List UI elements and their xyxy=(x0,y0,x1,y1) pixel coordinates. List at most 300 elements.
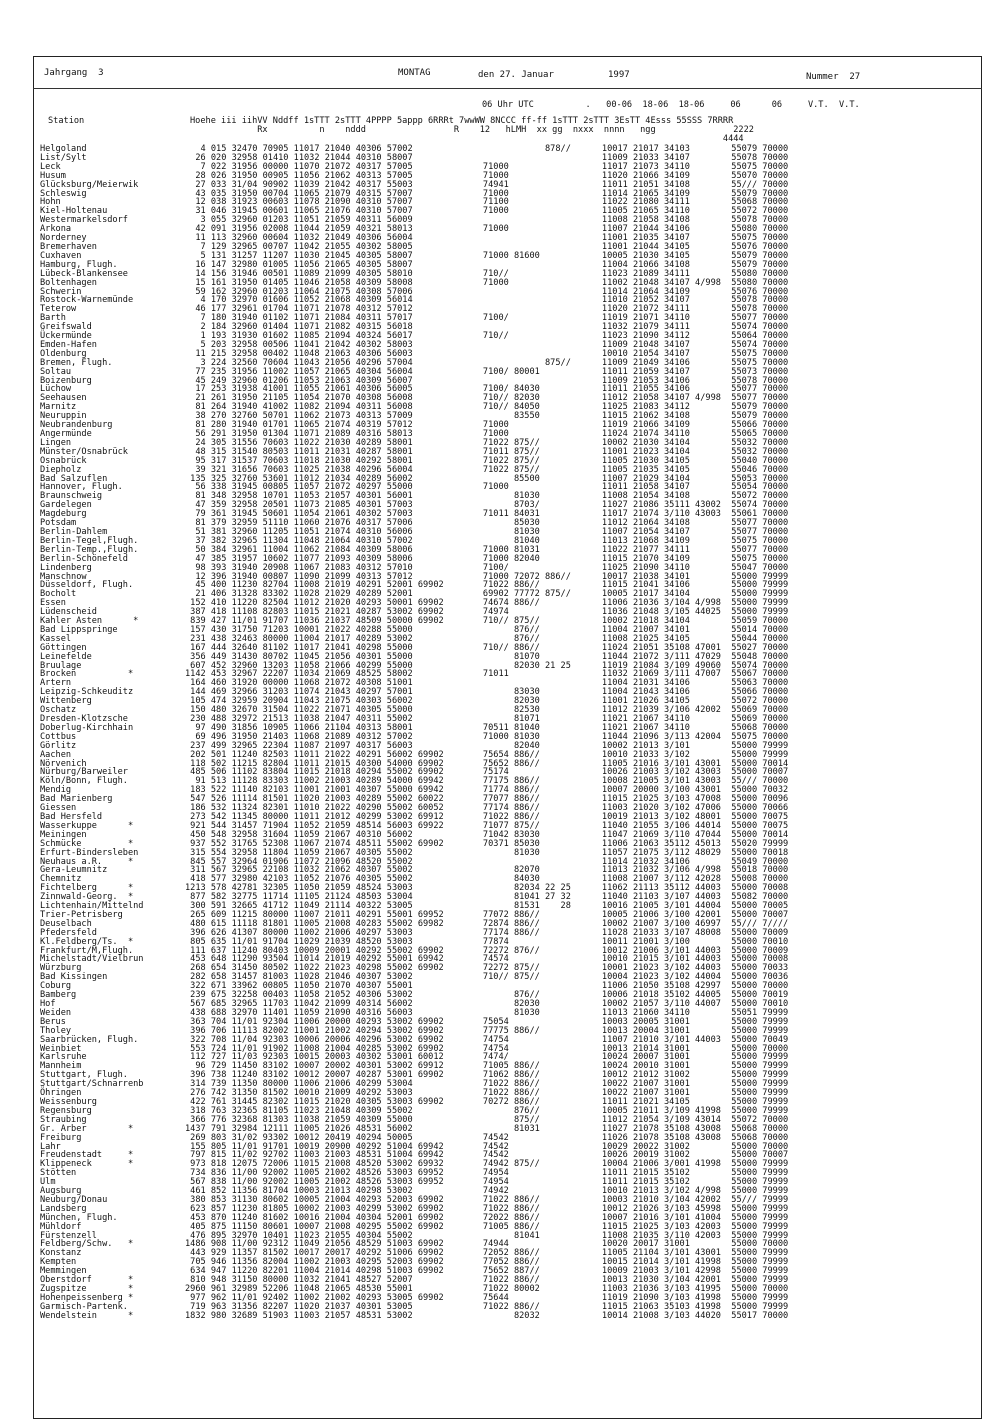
station-name: Bad Hersfeld xyxy=(40,811,103,822)
synop-group-extra: 71022 886// 10012 21026 3/103 45998 55000 79999 xyxy=(446,1203,789,1214)
synop-group-extra: 85030 11012 21064 34108 55077 70000 xyxy=(446,518,789,529)
synop-group-extra: 74542 10029 20022 31002 55000 70000 xyxy=(446,1141,789,1152)
station-name: Fichtelberg * xyxy=(40,883,134,894)
synop-group-extra: 11009 21053 34106 55078 70000 xyxy=(446,375,789,386)
synop-group-main: 239 675 32258 00403 11058 21052 40306 53002 xyxy=(185,990,413,1001)
synop-group-main: 567 685 32965 11703 11042 21099 40314 56002 xyxy=(185,999,413,1009)
synop-group-main: 3 224 32560 70604 11043 21056 40296 57004 xyxy=(185,357,413,368)
synop-group-extra: 74954 11011 21015 35102 55000 79999 xyxy=(446,1177,789,1188)
synop-group-main: 734 836 11/00 92002 11005 21002 48526 53003 69952 xyxy=(185,1168,444,1179)
synop-group-main: 38 270 32760 50701 11062 21073 40313 57009 xyxy=(185,411,413,422)
station-name: München, Flugh. xyxy=(40,1212,118,1223)
synop-group-main: 59 162 32960 01203 11064 21075 40308 57006 xyxy=(185,286,413,297)
synop-group-extra: 77072 886// 10005 21006 3/100 42001 55000 70007 xyxy=(446,909,789,920)
synop-group-main: 7 129 32965 00707 11042 21055 40302 58005 xyxy=(185,241,413,252)
synop-group-main: 95 317 31537 70603 11018 21030 40292 58001 xyxy=(185,455,413,466)
synop-group-extra: 71022 886// 10003 21010 3/104 42002 55/// 79999 xyxy=(446,1194,789,1205)
synop-group-extra: 11014 21032 34106 55049 70000 xyxy=(446,856,789,867)
station-name: Leinefelde xyxy=(40,651,92,662)
synop-group-main: 202 501 11240 82503 11011 21022 40291 56002 69902 xyxy=(185,749,444,760)
synop-group-main: 356 449 31430 80702 11045 21056 40301 55000 xyxy=(185,651,413,662)
synop-group-main: 461 852 11356 81704 10003 21013 40298 53002 xyxy=(185,1186,413,1197)
station-name: Saarbrücken, Flugh. xyxy=(40,1034,139,1045)
station-name: Düsseldorf, Flugh. xyxy=(40,580,134,591)
station-name: Kahler Asten * xyxy=(40,616,139,627)
synop-group-main: 45 249 32960 01206 11053 21063 40309 56007 xyxy=(185,375,413,386)
station-name: Chemnitz xyxy=(40,874,82,885)
synop-group-main: 12 038 31923 00603 11078 21090 40310 57007 xyxy=(185,197,413,208)
synop-group-extra: 81030 11013 21060 34110 55051 79999 xyxy=(446,1007,789,1018)
synop-group-extra: 11004 21031 34106 55063 70000 xyxy=(446,678,789,689)
synop-group-main: 311 567 32965 22108 11032 21062 40307 55002 xyxy=(185,865,413,876)
synop-group-main: 135 325 32760 53601 11012 21034 40289 56002 xyxy=(185,473,413,484)
synop-group-extra: 71000 81030 11044 21096 3/113 42004 55075 70000 xyxy=(446,731,789,742)
synop-group-extra: 74954 11011 21015 35102 55000 79999 xyxy=(446,1168,789,1179)
synop-group-main: 623 857 11230 81805 10002 21003 40299 53002 69902 xyxy=(185,1203,444,1214)
synop-group-extra: 71000 81031 11022 21077 34111 55077 70000 xyxy=(446,544,789,555)
station-name: Kempten xyxy=(40,1257,77,1268)
synop-group-main: 418 577 32980 42103 11052 21076 40305 55002 xyxy=(185,874,413,885)
synop-group-extra: 81040 11013 21068 34109 55075 70000 xyxy=(446,535,789,546)
synop-group-main: 877 582 32775 11714 11105 21124 48503 53004 xyxy=(185,892,413,903)
synop-group-main: 97 490 31856 10905 11066 21104 40313 58001 xyxy=(185,722,413,733)
station-name: Leck xyxy=(40,161,61,172)
synop-group-main: 322 708 11/04 92303 10006 20006 40296 53002 69902 xyxy=(185,1034,444,1045)
synop-group-main: 231 438 32463 80000 11004 21017 40289 53002 xyxy=(185,633,413,644)
synop-group-main: 3 055 32960 01203 11051 21059 40311 56009 xyxy=(185,215,413,226)
station-name: Doberlug-Kirchhain xyxy=(40,722,134,733)
synop-group-extra: 71011 875// 11001 21023 34104 55032 70000 xyxy=(446,446,789,457)
synop-group-extra: 71022 886// 10022 21007 31001 55000 79999 xyxy=(446,1088,789,1099)
synop-group-extra: 83030 11004 21043 34106 55066 70000 xyxy=(446,687,789,698)
station-name: Coburg xyxy=(40,981,72,992)
synop-group-extra: 77775 886// 10013 20004 31001 55000 79999 xyxy=(446,1025,789,1036)
synop-group-main: 56 291 31950 01304 11071 21089 40316 58013 xyxy=(185,429,413,439)
station-name: Stuttgart, Flugh. xyxy=(40,1070,128,1081)
synop-group-main: 27 033 31/04 90902 11039 21042 40317 55003 xyxy=(185,179,413,190)
synop-group-extra: 710// 82030 11012 21058 34107 4/998 55077 70000 xyxy=(446,393,789,404)
synop-group-main: 405 875 11150 80601 10007 21008 40295 55002 69902 xyxy=(185,1221,444,1232)
synop-group-main: 81 264 31940 41002 11082 21094 40311 56008 xyxy=(185,402,413,413)
synop-group-extra: 74542 10026 20019 31002 55000 70007 xyxy=(446,1150,789,1161)
station-name: Helgoland xyxy=(40,144,87,154)
synop-group-extra: 11006 21050 35108 42997 55000 70000 xyxy=(446,981,789,992)
synop-group-extra: 71005 886// 11015 21025 3/103 42003 55000 79999 xyxy=(446,1221,789,1232)
synop-group-extra: 70272 886// 11011 21021 34105 55000 79999 xyxy=(446,1096,789,1107)
synop-group-extra: 11009 21033 34107 55078 70000 xyxy=(446,152,789,163)
synop-group-extra: 74942 10010 21013 3/102 4/998 55000 79999 xyxy=(446,1186,789,1197)
station-name: Angermünde xyxy=(40,429,92,439)
station-name: Seehausen xyxy=(40,393,87,404)
synop-group-main: 155 805 11/01 91701 10019 20900 40292 51004 69942 xyxy=(185,1141,444,1152)
synop-group-main: 547 526 11114 81501 11020 21003 40289 55002 60022 xyxy=(185,794,444,805)
station-name: Lüdenscheid xyxy=(40,607,97,618)
synop-group-main: 300 591 32665 41712 11049 21114 40322 53005 xyxy=(185,901,413,912)
synop-group-main: 167 444 32640 81102 11017 21041 40298 55000 xyxy=(185,642,413,653)
synop-group-extra: 11008 21058 34108 55078 70000 xyxy=(446,215,789,226)
synop-group-extra: 7100/ 80001 11011 21059 34107 55073 70000 xyxy=(446,366,789,377)
station-name: Weinbiet xyxy=(40,1043,82,1054)
station-name: Greifswald xyxy=(40,322,92,333)
synop-group-main: 839 427 11/01 91707 11036 21037 48509 50000 69902 xyxy=(185,616,444,627)
station-name: Schmücke * xyxy=(40,838,134,849)
synop-group-extra: 74674 886// 11006 21036 3/104 4/998 55000 79999 xyxy=(446,598,789,609)
synop-group-extra: 72022 886// 10007 21016 3/101 41004 55000 79999 xyxy=(446,1212,789,1223)
synop-group-main: 157 430 31750 71203 10001 21022 40288 55000 xyxy=(185,624,413,635)
column-header-line-3: Rx n nddd R 12 hLMH xx gg nxxx nnnn ngg 2222 xyxy=(190,125,754,135)
synop-group-main: 1832 980 32689 51903 11003 21057 48531 53002 xyxy=(185,1310,413,1321)
synop-group-extra: 71077 875// 11040 21055 3/106 44014 55000 70075 xyxy=(446,820,789,831)
synop-group-extra: 710// 11023 21090 34112 55064 70000 xyxy=(446,331,789,342)
synop-group-extra: 710// 875// 10004 21023 3/102 44004 55000 70036 xyxy=(446,972,789,983)
station-name: Pfedersfeld xyxy=(40,927,97,938)
station-name: Augsburg xyxy=(40,1186,82,1197)
station-name: Würzburg xyxy=(40,963,82,974)
synop-group-extra: 71011 11032 21069 3/111 47007 55067 70000 xyxy=(446,669,789,680)
synop-group-extra: 81031 11027 21078 35108 43008 55068 70000 xyxy=(446,1123,789,1134)
synop-group-main: 485 506 11102 83804 11015 21018 40294 55002 69902 xyxy=(185,767,444,778)
synop-group-extra: 875// 11009 21049 34106 55075 70000 xyxy=(446,357,789,368)
synop-group-main: 7 022 31956 00000 11070 21072 40317 57005 xyxy=(185,161,413,172)
synop-group-main: 91 513 11128 83303 11002 21003 40289 54000 69942 xyxy=(185,776,444,787)
synop-group-main: 453 648 11290 93504 11014 21019 40292 55001 69942 xyxy=(185,954,444,965)
synop-group-extra: 74542 11026 21078 35108 43008 55068 70000 xyxy=(446,1132,789,1143)
synop-group-main: 16 147 32980 01005 11056 21065 40305 58007 xyxy=(185,259,413,270)
synop-group-main: 15 161 31950 01405 11046 21058 40309 58008 xyxy=(185,277,413,288)
synop-group-extra: 71000 11005 21065 34110 55072 70000 xyxy=(446,206,789,217)
synop-group-main: 276 742 31350 81502 10010 21009 40292 53003 xyxy=(185,1088,413,1099)
station-name: Bocholt xyxy=(40,589,77,600)
synop-group-main: 366 776 32368 81303 11038 21059 40309 55000 xyxy=(185,1114,413,1125)
station-name: Nörvenich xyxy=(40,758,87,769)
synop-group-extra: 70511 81040 11021 21067 34110 55068 70000 xyxy=(446,722,789,733)
station-name: Memmingen xyxy=(40,1266,87,1277)
synop-group-main: 476 895 32970 10401 11023 21055 40304 55002 xyxy=(185,1230,413,1241)
synop-group-extra: 710// 886// 11024 21051 35108 47001 55027 70000 xyxy=(446,642,789,653)
station-name: Bruulage xyxy=(40,660,82,671)
synop-group-extra: 82034 22 25 11062 21113 35112 44003 55000 70008 xyxy=(446,883,789,894)
station-name: Gr. Arber * xyxy=(40,1123,134,1134)
synop-group-extra: 77874 10011 21001 3/100 55000 70010 xyxy=(446,936,789,947)
station-name: Deuselbach xyxy=(40,918,92,929)
station-name: Wasserkuppe * xyxy=(40,820,134,831)
station-name: Husum xyxy=(40,170,66,181)
year: 1997 xyxy=(608,70,630,80)
synop-group-main: 28 026 31950 00905 11056 21062 40313 57005 xyxy=(185,170,413,181)
synop-group-main: 314 739 11350 80000 11006 21006 40299 53004 xyxy=(185,1079,413,1090)
synop-group-main: 46 177 32961 01704 11071 21078 40312 57012 xyxy=(185,304,413,315)
station-name: Neubrandenburg xyxy=(40,420,113,431)
station-name: Zinnwald-Georg. * xyxy=(40,892,134,903)
synop-group-main: 438 688 32970 11401 11059 21090 40316 56003 xyxy=(185,1007,413,1018)
synop-group-main: 17 253 31938 41001 11055 21061 40306 56005 xyxy=(185,384,413,395)
station-name: Neuburg/Donau xyxy=(40,1194,108,1205)
synop-group-extra: 71042 83030 11047 21069 3/110 47044 55000 70014 xyxy=(446,829,789,840)
synop-group-extra: 71000 11002 21048 34107 4/998 55080 70000 xyxy=(446,277,789,288)
synop-group-main: 977 962 11/01 92402 11002 21002 40293 53005 69902 xyxy=(185,1292,444,1303)
synop-group-extra: 71000 81600 10005 21030 34105 55079 70000 xyxy=(446,250,789,261)
station-name: Cottbus xyxy=(40,731,77,742)
station-name: Gera-Leumnitz xyxy=(40,865,108,876)
synop-group-extra: 71022 80002 11003 21036 3/103 41995 55000 70000 xyxy=(446,1284,789,1294)
station-name: Zugspitze * xyxy=(40,1284,134,1294)
synop-group-extra: 710// 875// 10002 21018 34104 55059 70000 xyxy=(446,616,789,627)
synop-group-extra: 84030 11008 21007 3/112 42028 55008 70000 xyxy=(446,874,789,885)
synop-group-extra: 77175 886// 10008 21005 3/101 43003 55/// 70000 xyxy=(446,776,789,787)
station-name: Bad Lippspringe xyxy=(40,624,118,635)
table-row xyxy=(40,1312,791,1321)
station-name: Osnabrück xyxy=(40,455,87,466)
station-name: Soltau xyxy=(40,366,72,377)
synop-group-main: 31 046 31945 00601 11065 21076 40310 57007 xyxy=(185,206,413,217)
synop-group-extra: 81030 11008 21054 34108 55072 70000 xyxy=(446,491,789,502)
station-name: Erfurt-Bindersleben xyxy=(40,847,139,858)
station-name: Gardelegen xyxy=(40,500,92,511)
station-name: List/Sylt xyxy=(40,152,87,163)
station-name: Rostock-Warnemünde xyxy=(40,295,134,306)
station-name: Berlin-Tegel,Flugh. xyxy=(40,535,139,546)
station-name: Boizenburg xyxy=(40,375,92,386)
station-name: Ulm xyxy=(40,1177,56,1188)
synop-group-extra: 74941 11011 21051 34108 55/// 70000 xyxy=(446,179,789,190)
synop-group-main: 111 637 11240 80403 10009 20001 40292 55002 69902 xyxy=(185,945,444,956)
synop-group-main: 164 460 31920 00000 11068 21072 40308 51001 xyxy=(185,678,413,689)
synop-group-main: 183 522 11140 82103 11001 21001 40307 55000 69942 xyxy=(185,785,444,796)
synop-group-extra: 82030 10002 21057 3/110 44007 55000 70010 xyxy=(446,999,789,1009)
synop-group-main: 322 671 33962 00805 11050 21070 40307 55001 xyxy=(185,981,413,992)
synop-group-main: 39 321 31656 70603 11025 21038 40296 56004 xyxy=(185,464,413,475)
synop-group-main: 282 658 31457 81003 11028 21046 40307 53002 xyxy=(185,972,413,983)
synop-group-extra: 11020 21072 34111 55078 70000 xyxy=(446,304,789,315)
synop-group-main: 634 947 11220 82201 11004 21014 40298 51003 69902 xyxy=(185,1266,444,1277)
synop-group-extra: 71000 11007 21044 34106 55080 70000 xyxy=(446,224,789,235)
synop-group-extra: 71000 11011 21058 34107 55054 70000 xyxy=(446,482,789,493)
synop-group-main: 1437 791 32984 12111 11005 21026 48531 56002 xyxy=(185,1123,413,1134)
synop-group-extra: 11004 21066 34108 55079 70000 xyxy=(446,259,789,270)
synop-group-extra: 82070 11013 21032 3/106 4/998 55018 70000 xyxy=(446,865,789,876)
station-name: Köln/Bonn, Flugh. xyxy=(40,776,128,787)
synop-group-main: 443 929 11357 81502 10017 20017 40292 51006 69902 xyxy=(185,1248,444,1259)
issue-year-label: Jahrgang 3 xyxy=(44,68,104,78)
synop-group-extra: 11032 21079 34111 55074 70000 xyxy=(446,322,789,333)
synop-group-main: 268 654 31450 80502 11022 21023 40298 55002 69902 xyxy=(185,963,444,974)
synop-group-main: 269 803 31/02 93302 10012 20419 40294 50005 xyxy=(185,1132,413,1143)
station-name: Essen xyxy=(40,598,66,609)
synop-group-main: 422 761 31445 82302 11015 21020 40305 53003 69902 xyxy=(185,1096,444,1107)
synop-group-main: 396 738 11240 83102 10012 20007 40287 53001 69902 xyxy=(185,1070,444,1081)
station-name: Hamburg, Flugh. xyxy=(40,259,118,270)
synop-group-main: 805 635 11/01 91704 11029 21039 48520 53003 xyxy=(185,936,413,947)
station-name: Stuttgart/Schnarrenb xyxy=(40,1079,144,1090)
synop-group-main: 921 544 31457 71904 11052 21059 48514 56003 69922 xyxy=(185,820,444,831)
synop-group-extra: 71022 875// 11005 21030 34105 55040 70000 xyxy=(446,455,789,466)
synop-group-main: 453 870 11240 81602 10016 21004 40304 52001 69902 xyxy=(185,1212,444,1223)
synop-group-extra: 72874 886// 10002 21007 3/100 46997 55/// 7//// xyxy=(446,918,789,929)
station-name: Frankfurt/M,Flugh. xyxy=(40,945,134,956)
synop-group-extra: 74942 875// 10004 21006 3/001 41998 55000 79999 xyxy=(446,1159,789,1170)
synop-group-main: 112 727 11/03 92303 10015 20003 40302 53001 60012 xyxy=(185,1052,444,1063)
synop-group-main: 56 338 31945 00805 11057 21072 40297 55000 xyxy=(185,482,413,493)
station-name: Manschnow xyxy=(40,571,87,582)
station-name: Schwerin xyxy=(40,286,82,297)
synop-group-extra: 85500 11007 21029 34104 55053 70000 xyxy=(446,473,789,484)
synop-group-extra: 71000 11019 21066 34109 55066 70000 xyxy=(446,420,789,431)
station-name: Landsberg xyxy=(40,1203,87,1214)
station-name: Schleswig xyxy=(40,188,87,199)
station-name: Arkona xyxy=(40,224,72,235)
synop-group-main: 81 280 31940 01701 11065 21074 40319 57012 xyxy=(185,420,413,431)
synop-group-main: 315 554 32958 11804 11059 21067 40305 55002 xyxy=(185,847,413,858)
synop-group-main: 1 193 31930 01602 11085 21094 40324 56017 xyxy=(185,331,413,342)
synop-group-extra: 11009 21048 34107 55074 70000 xyxy=(446,339,789,350)
synop-group-extra: 71022 886// 10022 21007 31001 55000 79999 xyxy=(446,1079,789,1090)
synop-group-main: 42 091 31956 02008 11044 21059 40321 58013 xyxy=(185,224,413,235)
station-name: Norderney xyxy=(40,233,87,244)
synop-group-main: 50 384 32961 11004 11062 21084 40309 58006 xyxy=(185,544,413,555)
synop-group-main: 81 348 32958 10701 11053 21057 40301 56001 xyxy=(185,491,413,502)
synop-group-extra: 876// 11004 21007 34101 55014 70000 xyxy=(446,624,789,635)
synop-group-main: 265 609 11215 80000 11007 21011 40291 55001 69952 xyxy=(185,909,444,920)
synop-group-main: 450 548 32958 31604 11059 21067 40310 56002 xyxy=(185,829,413,840)
station-name: Görlitz xyxy=(40,740,77,751)
synop-group-extra: 77077 886// 11015 21025 3/103 47008 55000 70096 xyxy=(446,794,789,805)
synop-group-extra: 72272 875// 10001 21023 3/102 44003 55000 70033 xyxy=(446,963,789,974)
date: den 27. Januar xyxy=(478,70,554,80)
station-name: Brocken * xyxy=(40,669,134,680)
station-table xyxy=(40,145,791,1321)
synop-group-extra: 82032 10014 21008 3/103 44020 55017 70000 xyxy=(446,1310,789,1321)
synop-group-extra: 710// 11023 21089 34111 55080 70000 xyxy=(446,268,789,279)
synop-group-extra: 71062 886// 10012 21012 31002 55000 79999 xyxy=(446,1070,789,1081)
station-name: Lindenberg xyxy=(40,562,92,573)
station-name: Berus xyxy=(40,1016,66,1027)
synop-group-main: 5 203 32958 00506 11041 21042 40302 58003 xyxy=(185,339,413,350)
synop-group-extra: 7100/ 11019 21071 34110 55077 70000 xyxy=(446,313,789,324)
station-name: Teterow xyxy=(40,304,77,315)
station-name: Meiningen xyxy=(40,829,87,840)
synop-group-main: 24 305 31556 70603 11022 21030 40289 58001 xyxy=(185,437,413,448)
synop-group-extra: 876// 10006 21018 35102 44005 55000 70019 xyxy=(446,990,789,1001)
station-name: Garmisch-Partenk. xyxy=(40,1301,128,1312)
synop-group-extra: 74754 10013 21014 31001 55000 70000 xyxy=(446,1043,789,1054)
synop-group-extra: 11001 21035 34107 55075 70000 xyxy=(446,233,789,244)
synop-group-main: 553 724 11/01 91902 11008 21004 40285 53002 69902 xyxy=(185,1043,444,1054)
synop-group-main: 37 382 32965 11304 11048 21064 40310 57002 xyxy=(185,535,413,546)
synop-group-main: 230 488 32972 21513 11038 21047 40311 55002 xyxy=(185,714,413,724)
synop-group-extra: 75654 886// 10010 21033 3/102 55000 79999 xyxy=(446,749,789,760)
station-name: Weiden xyxy=(40,1007,72,1018)
station-name: Bamberg xyxy=(40,990,77,1001)
synop-group-extra: 71022 875// 11005 21035 34105 55046 70000 xyxy=(446,464,789,475)
station-name: Konstanz xyxy=(40,1248,82,1259)
issue-number: Nummer 27 xyxy=(806,72,861,82)
synop-group-extra: 710// 84050 11025 21083 34112 55079 70000 xyxy=(446,402,789,413)
station-name: Lübeck-Blankensee xyxy=(40,268,128,279)
station-name: Lüchow xyxy=(40,384,72,395)
station-name: Berlin-Dahlem xyxy=(40,526,108,537)
station-name: Kiel-Holtenau xyxy=(40,206,108,217)
column-header-line-4: 4444 xyxy=(190,134,744,144)
station-name: Freiburg xyxy=(40,1132,82,1143)
synop-group-extra: 71000 72072 886// 10017 21038 34101 55000 79999 xyxy=(446,571,789,582)
synop-group-main: 845 557 32964 01906 11072 21096 48520 55002 xyxy=(185,856,413,867)
station-name: Bad Marienberg xyxy=(40,794,113,805)
column-header-line-1: 06 Uhr UTC . 00-06 18-06 18-06 06 06 V.T. V.T. xyxy=(482,100,860,110)
station-name: Berlin-Temp.,Flugh. xyxy=(40,544,139,555)
station-name: Oschatz xyxy=(40,705,77,716)
station-name: Lahr xyxy=(40,1141,61,1152)
synop-group-extra: 82030 21 25 11019 21084 3/109 49060 55074 70000 xyxy=(446,660,789,671)
station-name: Glücksburg/Meierwik xyxy=(40,179,139,190)
synop-group-extra: 77052 886// 10015 21014 3/101 41998 55000 79999 xyxy=(446,1257,789,1268)
synop-group-extra: 72272 876// 10012 21006 3/101 44003 55000 70009 xyxy=(446,945,789,956)
station-name: Oldenburg xyxy=(40,348,87,359)
synop-group-extra: 71000 11017 21073 34110 55075 70000 xyxy=(446,161,789,172)
column-header-station: Station xyxy=(48,116,85,126)
station-name: Lichtenhain/Mittelnd xyxy=(40,901,144,912)
station-name: Straubing xyxy=(40,1114,87,1125)
station-name: Weissenburg xyxy=(40,1096,97,1107)
synop-group-main: 43 035 31950 00704 11065 21079 40315 57007 xyxy=(185,188,413,199)
synop-group-extra: 81071 11021 21067 34110 55069 70000 xyxy=(446,714,789,724)
synop-group-extra: 74574 10010 21015 3/101 44003 55000 70008 xyxy=(446,954,789,965)
synop-group-main: 21 261 31950 21105 11054 21070 40308 56008 xyxy=(185,393,413,404)
synop-group-extra: 71022 886// 10013 21030 3/104 42001 55000 79999 xyxy=(446,1275,789,1286)
synop-group-main: 186 532 11324 82301 11010 21022 40290 55002 60052 xyxy=(185,803,444,814)
synop-group-main: 1486 908 11/00 92312 11049 21056 48529 51003 69902 xyxy=(185,1239,444,1250)
synop-group-extra: 71005 886// 10024 20010 31001 55000 79999 xyxy=(446,1061,789,1072)
synop-group-main: 1142 453 32967 22207 11034 21069 48525 58002 xyxy=(185,669,413,680)
station-name: Giessen xyxy=(40,803,77,814)
synop-group-main: 12 396 31940 00807 11090 21099 40313 57012 xyxy=(185,571,413,582)
station-name: Bremen, Flugh. xyxy=(40,357,113,368)
station-name: Wittenberg xyxy=(40,696,92,707)
synop-group-main: 2960 961 32989 52206 11048 21065 48530 55001 xyxy=(185,1284,413,1294)
synop-group-extra: 876// 11008 21025 34105 55044 70000 xyxy=(446,633,789,644)
synop-group-extra: 71000 11014 21065 34109 55079 70000 xyxy=(446,188,789,199)
synop-group-main: 273 542 11345 80000 11011 21012 40299 53002 69912 xyxy=(185,811,444,822)
station-name: Kassel xyxy=(40,633,72,644)
synop-group-extra: 77174 886// 11028 21033 3/107 48008 55000 70009 xyxy=(446,927,789,938)
station-name: Leipzig-Schkeuditz xyxy=(40,687,134,698)
station-name: Wendelstein * xyxy=(40,1310,134,1321)
synop-group-extra: 7100/ 84030 11011 21055 34106 55077 70000 xyxy=(446,384,789,395)
synop-group-main: 4 015 32470 70905 11017 21040 40306 57002 xyxy=(185,144,413,154)
synop-group-main: 14 156 31946 00501 11089 21099 40305 58010 xyxy=(185,268,413,279)
synop-group-main: 810 948 31150 80000 11032 21041 48527 52007 xyxy=(185,1275,413,1286)
synop-group-main: 2 184 32960 01404 11071 21082 40315 56018 xyxy=(185,322,413,333)
station-name: Ückermünde xyxy=(40,331,92,342)
synop-group-main: 387 418 11108 82803 11015 21021 40287 53002 69902 xyxy=(185,607,444,618)
synop-group-extra: 82030 11001 21026 34105 55072 70000 xyxy=(446,696,789,707)
station-name: Hof xyxy=(40,999,56,1009)
synop-group-main: 4 170 32970 01606 11052 21068 40309 56014 xyxy=(185,295,413,306)
synop-group-main: 937 552 31765 52308 11067 21074 48511 55002 69902 xyxy=(185,838,444,849)
synop-group-extra: 81030 11057 21075 3/112 48029 55000 70018 xyxy=(446,847,789,858)
synop-group-main: 21 406 31328 83302 11028 21029 40289 52001 xyxy=(185,589,413,600)
synop-group-extra: 81041 11008 21035 3/110 42003 55000 79999 xyxy=(446,1230,789,1241)
synop-group-extra: 75652 887// 10009 21003 3/101 42998 55000 79999 xyxy=(446,1266,789,1277)
synop-group-extra: 71000 11024 21074 34110 55065 70000 xyxy=(446,429,789,439)
station-name: Mendig xyxy=(40,785,72,796)
synop-group-extra: 77174 886// 11003 21020 3/102 47006 55000 70066 xyxy=(446,803,789,814)
synop-group-main: 11 113 32960 00604 11032 21049 40306 56004 xyxy=(185,233,413,244)
synop-group-main: 363 704 11/01 92304 11006 20000 40293 53002 69902 xyxy=(185,1016,444,1027)
synop-group-main: 45 400 11230 82704 11008 21019 40291 52001 69902 xyxy=(185,580,444,591)
station-name: Bremerhaven xyxy=(40,241,97,252)
synop-group-extra: 75652 886// 11005 21016 3/101 43001 55000 70014 xyxy=(446,758,789,769)
synop-group-extra: 71022 875// 10002 21030 34104 55032 70000 xyxy=(446,437,789,448)
